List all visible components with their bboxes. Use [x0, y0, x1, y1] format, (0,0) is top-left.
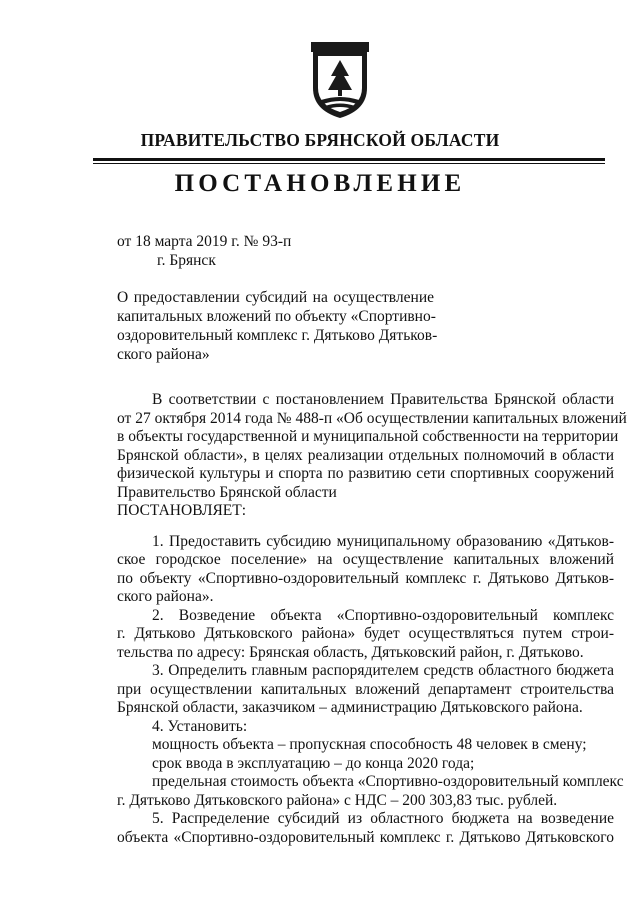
subject-line: капитальных вложений по объекту «Спортивно-	[117, 308, 436, 325]
clause-3-line: 3. Определить главным распорядителем средств областного бюджета	[152, 662, 614, 679]
clause-1-line: ского района».	[117, 588, 214, 605]
header-rule-thin	[93, 163, 605, 164]
clause-5-line: объекта «Спортивно-оздоровительный комплекс г. Дятьково Дятьковского	[117, 828, 614, 846]
preamble-line: В соответствии с постановлением Правительства Брянской области	[152, 391, 614, 408]
clause-2-line: г. Дятьково Дятьковского района» будет осуществляться путем строи-	[117, 625, 614, 642]
subject-line: ского района»	[117, 346, 210, 363]
document-type: ПОСТАНОВЛЕНИЕ	[174, 170, 466, 197]
document-city: г. Брянск	[157, 252, 216, 269]
document-date: от 18 марта 2019 г. № 93-п	[117, 233, 292, 250]
clause-4-line: 4. Установить:	[152, 717, 248, 735]
clause-1-line: 1. Предоставить субсидию муниципальному образованию «Дятьков-	[152, 532, 614, 550]
coat-of-arms-icon	[307, 40, 373, 120]
preamble-line: физической культуры и спорта по развитию сети спортивных сооружений	[117, 465, 614, 482]
clause-3-line: Брянской области, заказчиком – администрацию Дятьковского района.	[117, 699, 583, 716]
clause-4-line: г. Дятьково Дятьковского района» с НДС – 200 303,83 тыс. рублей.	[117, 791, 558, 809]
clause-3-line: при осуществлении капитальных вложений департамент строительства	[117, 680, 614, 698]
preamble-line: Правительство Брянской области	[117, 483, 337, 501]
clause-2-line: 2. Возведение объекта «Спортивно-оздоровительный комплекс	[152, 606, 614, 624]
preamble-line: Брянской области», в целях реализации отдельных полномочий в области	[117, 446, 614, 464]
header-rule-thick	[93, 158, 605, 161]
resolves-heading: ПОСТАНОВЛЯЕТ:	[117, 502, 247, 519]
clause-1-line: по объекту «Спортивно-оздоровительный комплекс г. Дятьково Дятьков-	[117, 569, 614, 587]
subject-line: оздоровительный комплекс г. Дятьково Дятьков-	[117, 327, 438, 344]
subject-line: О предоставлении субсидий на осуществление	[117, 289, 434, 306]
document-body	[117, 391, 627, 847]
preamble-line: в объекты государственной и муниципальной собственности на территории	[117, 428, 619, 445]
clause-4-line: срок ввода в эксплуатацию – до конца 2020 года;	[152, 754, 475, 772]
organization-title: ПРАВИТЕЛЬСТВО БРЯНСКОЙ ОБЛАСТИ	[140, 130, 500, 150]
preamble-line: от 27 октября 2014 года № 488-п «Об осуществлении капитальных вложений	[117, 409, 627, 427]
clause-4-line: предельная стоимость объекта «Спортивно-оздоровительный комплекс	[152, 773, 624, 790]
clause-2-line: тельства по адресу: Брянская область, Дятьковский район, г. Дятьково.	[117, 643, 584, 661]
paragraph-gap	[117, 521, 614, 533]
clause-5-line: 5. Распределение субсидий из областного бюджета на возведение	[152, 810, 614, 827]
document-subject	[117, 288, 438, 364]
clause-1-line: ское городское поселение» на осуществление капитальных вложений	[117, 551, 614, 568]
clause-4-line: мощность объекта – пропускная способность 48 человек в смену;	[152, 736, 587, 753]
